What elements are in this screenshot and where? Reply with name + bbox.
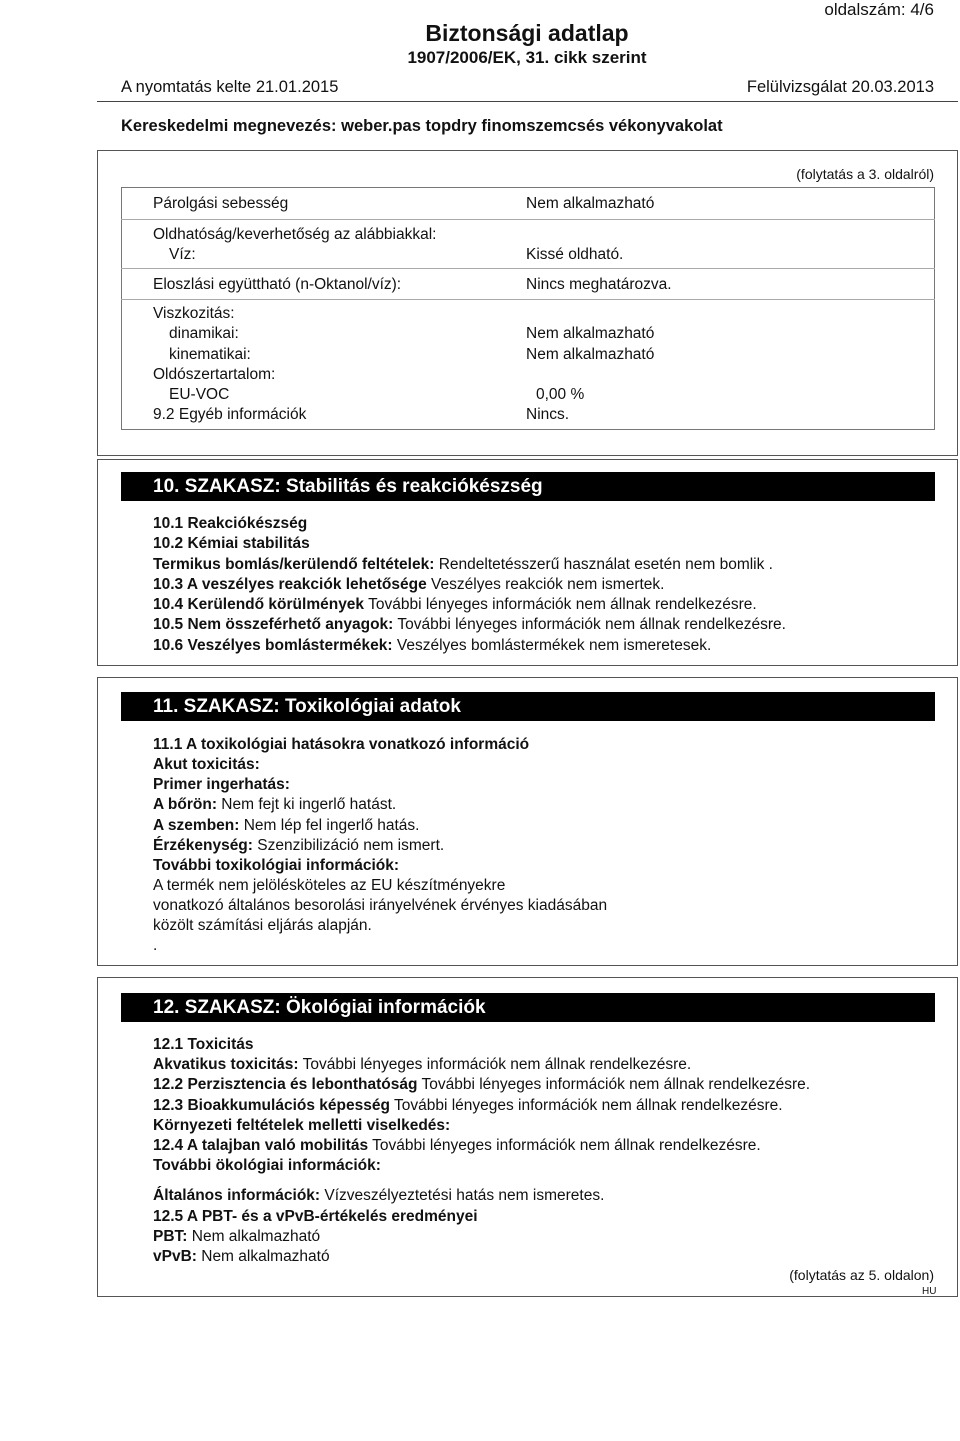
s11-text: Nem lép fel ingerlő hatás. bbox=[239, 817, 420, 834]
s11-label: Érzékenység: bbox=[153, 837, 253, 854]
s12-label: 12.3 Bioakkumulációs képesség bbox=[153, 1097, 390, 1114]
s12-line: További ökológiai információk: bbox=[153, 1157, 381, 1174]
section-12-heading: 12. SZAKASZ: Ökológiai információk bbox=[121, 993, 935, 1022]
section-11-heading: 11. SZAKASZ: Toxikológiai adatok bbox=[121, 692, 935, 721]
s12-text: Vízveszélyeztetési hatás nem ismeretes. bbox=[320, 1187, 605, 1204]
solvent-label: Oldószertartalom: bbox=[153, 366, 276, 383]
s12-text: További lényeges információk nem állnak rendelkezésre. bbox=[389, 1097, 783, 1114]
row-divider bbox=[121, 268, 935, 269]
s12-line bbox=[153, 1096, 783, 1116]
s12-text: További lényeges információk nem állnak rendelkezésre. bbox=[298, 1056, 692, 1073]
revision-date: Felülvizsgálat 20.03.2013 bbox=[746, 78, 934, 96]
s12-text: További lényeges információk nem állnak rendelkezésre. bbox=[368, 1137, 761, 1154]
euvoc-value: 0,00 % bbox=[536, 386, 585, 403]
solubility-label: Oldhatóság/keverhetőség az alábbiakkal: bbox=[153, 226, 437, 243]
s10-line bbox=[153, 555, 773, 575]
s11-line bbox=[153, 836, 444, 856]
s10-label: Termikus bomlás/kerülendő feltételek: bbox=[153, 556, 435, 573]
s12-line: Környezeti feltételek melletti viselkedés: bbox=[153, 1117, 451, 1134]
s12-label: Akvatikus toxicitás: bbox=[153, 1056, 299, 1073]
s10-label: 10.3 A veszélyes reakciók lehetősége bbox=[153, 576, 427, 593]
s12-line bbox=[153, 1186, 604, 1206]
kinematic-label: kinematikai: bbox=[169, 346, 251, 363]
s12-label: Általános információk: bbox=[153, 1187, 321, 1204]
evaporation-value: Nem alkalmazható bbox=[526, 195, 655, 212]
water-label: Víz: bbox=[169, 246, 196, 263]
document-title: Biztonsági adatlap bbox=[425, 20, 629, 46]
s12-label: 12.4 A talajban való mobilitás bbox=[153, 1137, 369, 1154]
s10-text: Veszélyes bomlástermékek nem ismeretesek. bbox=[392, 637, 712, 654]
s12-line bbox=[153, 1075, 810, 1095]
s11-line bbox=[153, 816, 420, 836]
s11-line: . bbox=[153, 937, 158, 954]
header-rule bbox=[97, 101, 958, 102]
s10-text: További lényeges információk nem állnak rendelkezésre. bbox=[364, 596, 757, 613]
viscosity-label: Viszkozitás: bbox=[153, 305, 235, 322]
s12-line: 12.1 Toxicitás bbox=[153, 1036, 254, 1053]
s11-line: 11.1 A toxikológiai hatásokra vonatkozó információ bbox=[153, 736, 530, 753]
s10-label: 10.5 Nem összeférhető anyagok: bbox=[153, 616, 394, 633]
s12-text: Nem alkalmazható bbox=[187, 1228, 321, 1245]
s10-line: 10.2 Kémiai stabilitás bbox=[153, 535, 310, 552]
s12-text: Nem alkalmazható bbox=[196, 1248, 330, 1265]
dynamic-label: dinamikai: bbox=[169, 325, 239, 342]
other-info-value: Nincs. bbox=[526, 406, 570, 423]
s11-line: közölt számítási eljárás alapján. bbox=[153, 917, 372, 934]
properties-box bbox=[121, 187, 935, 430]
s12-label: 12.2 Perzisztencia és lebonthatóság bbox=[153, 1076, 418, 1093]
other-info-label: 9.2 Egyéb információk bbox=[153, 406, 307, 423]
print-date: A nyomtatás kelte 21.01.2015 bbox=[121, 78, 339, 96]
s12-line bbox=[153, 1136, 761, 1156]
s10-line bbox=[153, 636, 711, 656]
continued-to: (folytatás az 5. oldalon) bbox=[789, 1267, 934, 1283]
s11-label: A szemben: bbox=[153, 817, 240, 834]
page-number: oldalszám: 4/6 bbox=[824, 0, 934, 19]
s10-line bbox=[153, 575, 664, 595]
s12-line: 12.5 A PBT- és a vPvB-értékelés eredményei bbox=[153, 1208, 478, 1225]
s10-text: Veszélyes reakciók nem ismertek. bbox=[426, 576, 665, 593]
s10-line bbox=[153, 595, 757, 615]
partition-value: Nincs meghatározva. bbox=[526, 276, 672, 293]
partition-label: Eloszlási együttható (n-Oktanol/víz): bbox=[153, 276, 402, 293]
s12-line bbox=[153, 1247, 330, 1267]
s11-line: A termék nem jelölésköteles az EU készítményekre bbox=[153, 877, 506, 894]
s10-text: További lényeges információk nem állnak rendelkezésre. bbox=[393, 616, 786, 633]
s11-line bbox=[153, 795, 396, 815]
s12-line bbox=[153, 1227, 320, 1247]
continued-from: (folytatás a 3. oldalról) bbox=[796, 166, 934, 182]
s11-label: A bőrön: bbox=[153, 796, 217, 813]
dynamic-value: Nem alkalmazható bbox=[526, 325, 655, 342]
s12-label: vPvB: bbox=[153, 1248, 197, 1265]
s12-text: További lényeges információk nem állnak rendelkezésre. bbox=[417, 1076, 811, 1093]
s11-line: Akut toxicitás: bbox=[153, 756, 260, 773]
row-divider bbox=[121, 299, 935, 300]
s10-text: Rendeltetésszerű használat esetén nem bomlik . bbox=[434, 556, 773, 573]
s11-text: Szenzibilizáció nem ismert. bbox=[252, 837, 445, 854]
kinematic-value: Nem alkalmazható bbox=[526, 346, 655, 363]
s10-label: 10.4 Kerülendő körülmények bbox=[153, 596, 365, 613]
euvoc-label: EU-VOC bbox=[169, 386, 230, 403]
language-code: HU bbox=[922, 1286, 937, 1297]
s10-line: 10.1 Reakciókészség bbox=[153, 515, 308, 532]
s11-line: További toxikológiai információk: bbox=[153, 857, 400, 874]
section-10-heading: 10. SZAKASZ: Stabilitás és reakciókészség bbox=[121, 472, 935, 501]
s12-line bbox=[153, 1055, 691, 1075]
document-subtitle: 1907/2006/EK, 31. cikk szerint bbox=[407, 48, 647, 67]
s10-label: 10.6 Veszélyes bomlástermékek: bbox=[153, 637, 393, 654]
evaporation-label: Párolgási sebesség bbox=[153, 195, 289, 212]
trade-name: Kereskedelmi megnevezés: weber.pas topdry finomszemcsés vékonyvakolat bbox=[121, 117, 723, 135]
s12-label: PBT: bbox=[153, 1228, 188, 1245]
row-divider bbox=[121, 219, 935, 220]
s11-line: vonatkozó általános besorolási irányelvének érvényes kiadásában bbox=[153, 897, 608, 914]
s10-line bbox=[153, 615, 786, 635]
water-value: Kissé oldható. bbox=[526, 246, 624, 263]
s11-text: Nem fejt ki ingerlő hatást. bbox=[217, 796, 397, 813]
s11-line: Primer ingerhatás: bbox=[153, 776, 290, 793]
